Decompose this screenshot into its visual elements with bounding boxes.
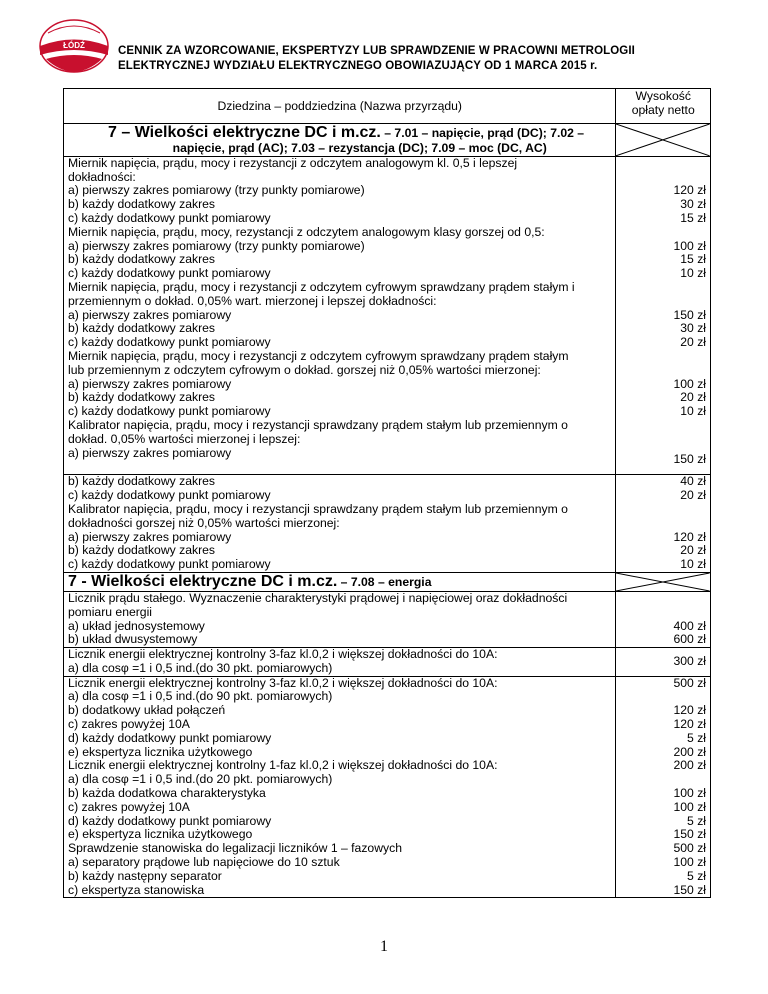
- block-a-price: [620, 295, 706, 309]
- block-c-price: [620, 592, 706, 606]
- section-1-title-rest: – 7.01 – napięcie, prąd (DC); 7.02 –: [380, 126, 585, 140]
- block-c-prices: [616, 591, 711, 647]
- block-c-line: Licznik prądu stałego. Wyznaczenie charakterystyki prądowej i napięciowej oraz dokładności: [68, 590, 568, 605]
- block-a-price: 30 zł: [680, 321, 706, 336]
- block-b-price: [620, 517, 706, 531]
- block-e-line: e) ekspertyza licznika użytkowego: [68, 744, 253, 759]
- block-a-price: [620, 350, 706, 364]
- section-2-title-rest: – 7.08 – energia: [337, 574, 432, 589]
- block-e-price: 100 zł: [673, 786, 706, 801]
- block-d-price: 300 zł: [673, 653, 706, 668]
- block-a-row: [64, 156, 711, 475]
- block-a-price: 150 zł: [673, 307, 706, 322]
- block-a-line: b) każdy dodatkowy zakres: [68, 390, 215, 405]
- block-b-price: 20 zł: [680, 543, 706, 558]
- block-a-line: przemiennym o dokład. 0,05% wart. mierzonej i lepszej dokładności:: [68, 293, 437, 308]
- block-a-price: 30 zł: [680, 197, 706, 212]
- section-1-title-row: [64, 124, 711, 157]
- block-c-price: [620, 606, 706, 620]
- block-e-prices: [616, 676, 711, 898]
- block-b-price: 20 zł: [680, 488, 706, 503]
- block-e-line: b) każda dodatkowa charakterystyka: [68, 786, 266, 801]
- block-a-price: 10 zł: [680, 404, 706, 419]
- block-c-line: pomiaru energii: [68, 604, 153, 619]
- block-a-line: dokład. 0,05% wartości mierzonej i lepszej:: [68, 431, 301, 446]
- block-e-price: 150 zł: [673, 827, 706, 842]
- block-e-line: Licznik energii elektrycznej kontrolny 1-faz kl.0,2 i większej dokładności do 10A:: [68, 758, 498, 773]
- section-1-subtitle: napięcie, prąd (AC); 7.03 – rezystancja (DC); 7.09 – moc (DC, AC): [172, 141, 547, 155]
- block-e-price: 120 zł: [673, 717, 706, 732]
- block-a-line: Kalibrator napięcia, prądu, mocy i rezystancji sprawdzany prądem stałym lub przemiennym o: [68, 417, 568, 432]
- section-2-crossed-cell: [616, 572, 711, 591]
- section-1-title-main: 7 – Wielkości elektryczne DC i m.cz.: [108, 124, 381, 141]
- block-a-price: 100 zł: [673, 376, 706, 391]
- block-e-line: Licznik energii elektrycznej kontrolny 3-faz kl.0,2 i większej dokładności do 10A:: [68, 675, 498, 690]
- block-e-line: d) każdy dodatkowy punkt pomiarowy: [68, 730, 272, 745]
- block-a-line: c) każdy dodatkowy punkt pomiarowy: [68, 335, 271, 350]
- block-c-line: a) układ jednosystemowy: [68, 618, 205, 633]
- block-e-price: 100 zł: [673, 855, 706, 870]
- block-b-line: c) każdy dodatkowy punkt pomiarowy: [68, 488, 271, 503]
- block-e-line: c) zakres powyżej 10A: [68, 717, 190, 732]
- block-e-row: [64, 676, 711, 898]
- block-b-line: Kalibrator napięcia, prądu, mocy i rezystancji sprawdzany prądem stałym lub przemiennym o: [68, 501, 568, 516]
- block-a-price: 150 zł: [673, 451, 706, 466]
- block-a-price: 120 zł: [673, 183, 706, 198]
- university-logo-icon: [34, 15, 112, 77]
- block-a-price: [620, 419, 706, 433]
- column-header-fee-line2: opłaty netto: [631, 103, 695, 117]
- block-e-line: d) każdy dodatkowy punkt pomiarowy: [68, 813, 272, 828]
- cross-out-icon: [616, 124, 710, 156]
- block-e-descriptions: [64, 676, 616, 898]
- block-c-line: b) układ dwusystemowy: [68, 632, 198, 647]
- logo-mid-text: ŁÓDŹ: [63, 41, 85, 50]
- section-2-title: [64, 572, 616, 591]
- block-a-price: [620, 226, 706, 240]
- document-header: [118, 44, 728, 74]
- block-a-price: 10 zł: [680, 266, 706, 281]
- block-e-line: a) dla cosφ =1 i 0,5 ind.(do 20 pkt. pomiarowych): [68, 772, 333, 787]
- block-a-line: Miernik napięcia, prądu, mocy i rezystancji z odczytem cyfrowym sprawdzany prądem stałym i: [68, 279, 575, 294]
- block-a-price: 15 zł: [680, 252, 706, 267]
- price-table: [63, 88, 711, 898]
- column-header-domain: Dziedzina – poddziedzina (Nazwa przyrządu): [64, 89, 616, 124]
- block-e-price: 100 zł: [673, 799, 706, 814]
- block-a-line: c) każdy dodatkowy punkt pomiarowy: [68, 404, 271, 419]
- block-d-line: a) dla cosφ =1 i 0,5 ind.(do 30 pkt. pomiarowych): [68, 660, 333, 675]
- block-e-price: 200 zł: [673, 744, 706, 759]
- block-a-descriptions: [64, 156, 616, 475]
- block-b-row: [64, 475, 711, 573]
- block-e-price: 150 zł: [673, 882, 706, 897]
- block-b-prices: [616, 475, 711, 573]
- block-a-price: 20 zł: [680, 335, 706, 350]
- block-a-line: b) każdy dodatkowy zakres: [68, 252, 215, 267]
- block-b-line: a) pierwszy zakres pomiarowy: [68, 529, 232, 544]
- block-a-line: a) pierwszy zakres pomiarowy (trzy punkty pomiarowe): [68, 238, 365, 253]
- header-line-1: CENNIK ZA WZORCOWANIE, EKSPERTYZY LUB SPRAWDZENIE W PRACOWNI METROLOGII: [118, 45, 635, 57]
- block-e-price: 200 zł: [673, 758, 706, 773]
- block-a-line: Miernik napięcia, prądu, mocy i rezystancji z odczytem analogowym kl. 0,5 i lepszej: [68, 155, 518, 170]
- block-e-price: 5 zł: [687, 730, 706, 745]
- block-a-price: 100 zł: [673, 238, 706, 253]
- block-a-line: a) pierwszy zakres pomiarowy: [68, 376, 232, 391]
- block-b-line: dokładności gorszej niż 0,05% wartości mierzonej:: [68, 515, 340, 530]
- block-a-line: a) pierwszy zakres pomiarowy: [68, 445, 232, 460]
- block-a-line: dokładności:: [68, 169, 136, 184]
- block-c-price: 600 zł: [673, 632, 706, 647]
- block-e-line: Sprawdzenie stanowiska do legalizacji liczników 1 – fazowych: [68, 841, 402, 856]
- block-a-price: [620, 364, 706, 378]
- table-header-row: [64, 89, 711, 124]
- block-a-line: a) pierwszy zakres pomiarowy (trzy punkty pomiarowe): [68, 183, 365, 198]
- block-a-line: c) każdy dodatkowy punkt pomiarowy: [68, 210, 271, 225]
- section-1-title: [64, 124, 616, 157]
- block-a-price: [620, 281, 706, 295]
- block-a-price: 20 zł: [680, 390, 706, 405]
- block-e-line: c) zakres powyżej 10A: [68, 799, 190, 814]
- block-d-descriptions: [64, 648, 616, 677]
- block-d-prices: [616, 648, 711, 677]
- block-b-price: 10 zł: [680, 557, 706, 572]
- section-2-title-row: [64, 572, 711, 591]
- block-a-price: [620, 157, 706, 171]
- block-b-price: 120 zł: [673, 529, 706, 544]
- cross-out-icon: [616, 573, 710, 591]
- column-header-fee-line1: Wysokość: [635, 89, 691, 103]
- header-line-2: ELEKTRYCZNEJ WYDZIAŁU ELEKTRYCZNEGO OBOWIAZUJĄCY OD 1 MARCA 2015 r.: [118, 60, 598, 72]
- block-e-price: [620, 690, 706, 704]
- block-e-price: 5 zł: [687, 813, 706, 828]
- block-d-line: Licznik energii elektrycznej kontrolny 3-faz kl.0,2 i większej dokładności do 10A:: [68, 647, 498, 662]
- block-a-line: Miernik napięcia, prądu, mocy i rezystancji z odczytem cyfrowym sprawdzany prądem stałym: [68, 348, 569, 363]
- block-b-line: b) każdy dodatkowy zakres: [68, 543, 215, 558]
- block-c-descriptions: [64, 591, 616, 647]
- page-number: 1: [380, 938, 388, 955]
- block-e-line: b) dodatkowy układ połączeń: [68, 703, 226, 718]
- block-e-price: 120 zł: [673, 703, 706, 718]
- section-2-title-main: 7 - Wielkości elektryczne DC i m.cz.: [68, 572, 338, 590]
- block-a-line: b) każdy dodatkowy zakres: [68, 321, 215, 336]
- block-a-line: lub przemiennym z odczytem cyfrowym o dokład. gorszej niż 0,05% wartości mierzonej:: [68, 362, 541, 377]
- block-a-line: b) każdy dodatkowy zakres: [68, 197, 215, 212]
- block-a-price: [620, 433, 706, 447]
- block-c-row: [64, 591, 711, 647]
- block-a-price: [620, 171, 706, 185]
- column-header-fee: [616, 89, 711, 124]
- block-e-price: 500 zł: [673, 675, 706, 690]
- block-e-line: a) separatory prądowe lub napięciowe do 10 sztuk: [68, 855, 340, 870]
- block-b-price: 40 zł: [680, 474, 706, 489]
- block-b-price: [620, 503, 706, 517]
- logo: [34, 15, 112, 77]
- block-a-line: c) każdy dodatkowy punkt pomiarowy: [68, 266, 271, 281]
- section-1-crossed-cell: [616, 124, 711, 157]
- block-e-line: a) dla cosφ =1 i 0,5 ind.(do 90 pkt. pomiarowych): [68, 689, 333, 704]
- block-a-line: Miernik napięcia, prądu, mocy, rezystancji z odczytem analogowym klasy gorszej od 0,5:: [68, 224, 545, 239]
- block-c-price: 400 zł: [673, 618, 706, 633]
- block-e-price: [620, 773, 706, 787]
- block-e-line: b) każdy następny separator: [68, 868, 222, 883]
- block-b-line: b) każdy dodatkowy zakres: [68, 474, 215, 489]
- block-b-line: c) każdy dodatkowy punkt pomiarowy: [68, 557, 271, 572]
- block-e-price: 500 zł: [673, 841, 706, 856]
- block-a-line: a) pierwszy zakres pomiarowy: [68, 307, 232, 322]
- block-a-prices: [616, 156, 711, 475]
- block-a-price: 15 zł: [680, 210, 706, 225]
- block-d-row: [64, 648, 711, 677]
- block-e-line: e) ekspertyza licznika użytkowego: [68, 827, 253, 842]
- block-e-price: 5 zł: [687, 868, 706, 883]
- block-b-descriptions: [64, 475, 616, 573]
- block-e-line: c) ekspertyza stanowiska: [68, 882, 205, 897]
